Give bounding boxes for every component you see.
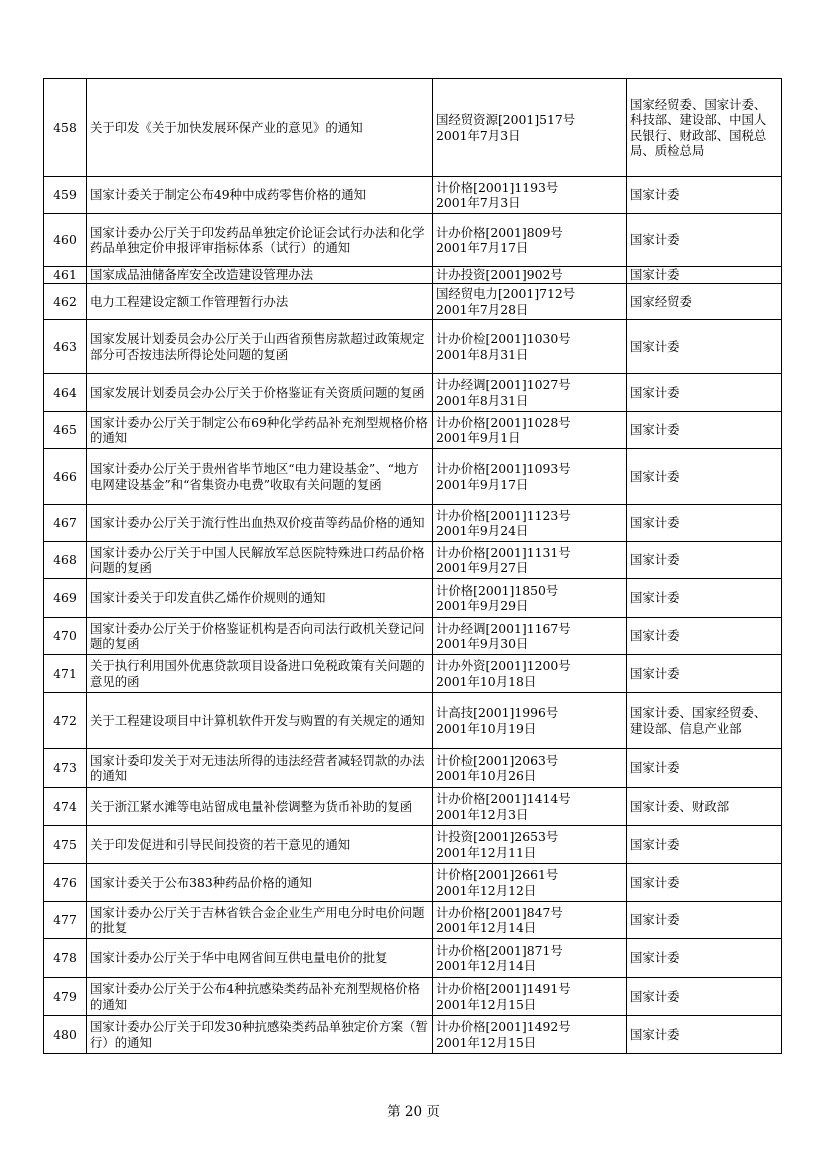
- issuing-authority: 国家计委: [627, 1016, 782, 1054]
- document-title: 国家发展计划委员会办公厅关于价格鉴证有关资质问题的复函: [87, 374, 433, 412]
- issuing-authority: 国家计委: [627, 902, 782, 939]
- row-number: 458: [44, 79, 87, 177]
- row-number: 480: [44, 1016, 87, 1054]
- document-number-cell: [433, 579, 627, 618]
- document-title: 电力工程建设定额工作管理暂行办法: [87, 284, 433, 320]
- document-number: 计办外资[2001]1200号: [436, 658, 571, 673]
- document-number: 计办价格[2001]1123号: [436, 507, 571, 523]
- document-number: 计价格[2001]2661号: [436, 867, 559, 882]
- document-number-cell: [433, 284, 627, 320]
- table-row: [44, 788, 782, 826]
- issue-date: 2001年9月24日: [436, 523, 529, 538]
- document-number-cell: [433, 978, 627, 1016]
- issuing-authority: 国家计委: [627, 618, 782, 655]
- document-title: 关于印发促进和引导民间投资的若干意见的通知: [87, 826, 433, 864]
- document-number-cell: [433, 505, 627, 542]
- issuing-authority: 国家计委: [627, 749, 782, 788]
- document-number: 计办经调[2001]1027号: [436, 377, 571, 392]
- document-number: 计办投资[2001]902号: [436, 267, 563, 283]
- document-number: 计办价格[2001]1414号: [436, 791, 571, 806]
- table-row: [44, 214, 782, 267]
- document-title: 国家成品油储备库安全改造建设管理办法: [87, 267, 433, 284]
- document-title: 关于印发《关于加快发展环保产业的意见》的通知: [87, 79, 433, 177]
- row-number: 470: [44, 618, 87, 655]
- row-number: 472: [44, 693, 87, 749]
- document-title: 国家计委关于制定公布49种中成药零售价格的通知: [87, 177, 433, 214]
- row-number: 473: [44, 749, 87, 788]
- document-number-cell: [433, 693, 627, 749]
- document-number: 计办价格[2001]871号: [436, 942, 563, 958]
- document-number: 计办经调[2001]1167号: [436, 620, 571, 636]
- document-number-cell: [433, 749, 627, 788]
- row-number: 461: [44, 267, 87, 284]
- issue-date: 2001年12月15日: [436, 1034, 537, 1050]
- table-row: [44, 693, 782, 749]
- issuing-authority: 国家计委: [627, 978, 782, 1016]
- document-number: 计办价检[2001]1030号: [436, 331, 571, 346]
- document-number-cell: [433, 177, 627, 214]
- document-title: 国家计委办公厅关于印发30种抗感染类药品单独定价方案（暂行）的通知: [87, 1016, 433, 1054]
- issuing-authority: 国家经贸委、国家计委、科技部、建设部、中国人民银行、财政部、国税总局、质检总局: [627, 79, 782, 177]
- row-number: 462: [44, 284, 87, 320]
- document-title: 国家计委办公厅关于中国人民解放军总医院特殊进口药品价格问题的复函: [87, 542, 433, 579]
- table-row: [44, 374, 782, 412]
- issue-date: 2001年12月14日: [436, 920, 537, 935]
- issue-date: 2001年9月27日: [436, 560, 529, 575]
- table-row: [44, 826, 782, 864]
- document-number: 计价格[2001]1193号: [436, 179, 559, 195]
- table-row: [44, 618, 782, 655]
- issuing-authority: 国家计委: [627, 412, 782, 449]
- issuing-authority: 国家计委: [627, 177, 782, 214]
- issuing-authority: 国家计委: [627, 655, 782, 693]
- issuing-authority: 国家计委: [627, 267, 782, 284]
- document-number-cell: [433, 864, 627, 902]
- document-number-cell: [433, 214, 627, 267]
- table-row: [44, 864, 782, 902]
- document-number: 计高技[2001]1996号: [436, 705, 559, 720]
- table-row: [44, 505, 782, 542]
- document-title: 国家计委办公厅关于贵州省毕节地区“电力建设基金”、“地方电网建设基金”和“省集资办电费”收取有关问题的复函: [87, 449, 433, 505]
- row-number: 465: [44, 412, 87, 449]
- issuing-authority: 国家计委: [627, 214, 782, 267]
- row-number: 469: [44, 579, 87, 618]
- issue-date: 2001年12月11日: [436, 844, 537, 860]
- document-title: 国家计委办公厅关于印发药品单独定价论证会试行办法和化学药品单独定价申报评审指标体系（试行）的通知: [87, 214, 433, 267]
- row-number: 475: [44, 826, 87, 864]
- document-title: 国家计委关于印发直供乙烯作价规则的通知: [87, 579, 433, 618]
- document-title: 国家计委印发关于对无违法所得的违法经营者减轻罚款的办法的通知: [87, 749, 433, 788]
- row-number: 463: [44, 320, 87, 374]
- issuing-authority: 国家计委: [627, 505, 782, 542]
- document-number-cell: [433, 902, 627, 939]
- document-number: 计办价格[2001]1491号: [436, 981, 571, 996]
- document-title: 关于浙江紧水滩等电站留成电量补偿调整为货币补助的复函: [87, 788, 433, 826]
- document-title: 国家计委办公厅关于公布4种抗感染类药品补充剂型规格价格的通知: [87, 978, 433, 1016]
- document-number: 国经贸电力[2001]712号: [436, 286, 576, 301]
- row-number: 466: [44, 449, 87, 505]
- document-number-cell: [433, 618, 627, 655]
- row-number: 476: [44, 864, 87, 902]
- table-row: [44, 902, 782, 939]
- document-number-cell: [433, 788, 627, 826]
- issuing-authority: 国家计委: [627, 449, 782, 505]
- document-number: 计办价格[2001]1093号: [436, 461, 571, 476]
- document-number: 计办价格[2001]809号: [436, 224, 563, 240]
- table-row: [44, 412, 782, 449]
- row-number: 468: [44, 542, 87, 579]
- document-title: 国家计委办公厅关于价格鉴证机构是否向司法行政机关登记问题的复函: [87, 618, 433, 655]
- table-row: [44, 267, 782, 284]
- issue-date: 2001年8月31日: [436, 346, 529, 362]
- page-footer: 第 20 页: [387, 1104, 440, 1120]
- document-number: 计办价格[2001]1131号: [436, 544, 571, 560]
- issue-date: 2001年9月1日: [436, 430, 521, 445]
- table-row: [44, 939, 782, 978]
- document-number-cell: [433, 939, 627, 978]
- issuing-authority: 国家计委、财政部: [627, 788, 782, 826]
- issuing-authority: 国家计委: [627, 542, 782, 579]
- row-number: 460: [44, 214, 87, 267]
- table-row: [44, 284, 782, 320]
- table-row: [44, 320, 782, 374]
- document-title: 国家计委办公厅关于华中电网省间互供电量电价的批复: [87, 939, 433, 978]
- regulations-table: [43, 78, 782, 1054]
- issue-date: 2001年10月26日: [436, 768, 537, 783]
- issuing-authority: 国家经贸委: [627, 284, 782, 320]
- row-number: 467: [44, 505, 87, 542]
- document-number-cell: [433, 826, 627, 864]
- document-number-cell: [433, 655, 627, 693]
- document-number: 计价格[2001]1850号: [436, 582, 559, 598]
- issue-date: 2001年12月14日: [436, 958, 537, 973]
- document-number-cell: [433, 374, 627, 412]
- issue-date: 2001年9月30日: [436, 636, 529, 651]
- document-number: 国经贸资源[2001]517号: [436, 112, 576, 127]
- document-number: 计办价格[2001]1028号: [436, 414, 571, 430]
- table-row: [44, 449, 782, 505]
- document-number-cell: [433, 1016, 627, 1054]
- table-row: [44, 542, 782, 579]
- issuing-authority: 国家计委、国家经贸委、建设部、信息产业部: [627, 693, 782, 749]
- table-body: [44, 79, 782, 1054]
- row-number: 478: [44, 939, 87, 978]
- issue-date: 2001年7月3日: [436, 127, 521, 143]
- document-title: 关于执行利用国外优惠贷款项目设备进口免税政策有关问题的意见的函: [87, 655, 433, 693]
- issue-date: 2001年10月19日: [436, 720, 537, 736]
- document-title: 国家计委办公厅关于制定公布69种化学药品补充剂型规格价格的通知: [87, 412, 433, 449]
- issuing-authority: 国家计委: [627, 579, 782, 618]
- document-number-cell: [433, 449, 627, 505]
- issuing-authority: 国家计委: [627, 374, 782, 412]
- issuing-authority: 国家计委: [627, 864, 782, 902]
- issue-date: 2001年10月18日: [436, 673, 537, 689]
- row-number: 459: [44, 177, 87, 214]
- table-row: [44, 978, 782, 1016]
- document-number: 计投资[2001]2653号: [436, 829, 559, 844]
- table-row: [44, 579, 782, 618]
- table-row: [44, 1016, 782, 1054]
- issue-date: 2001年7月17日: [436, 240, 529, 255]
- document-title: 关于工程建设项目中计算机软件开发与购置的有关规定的通知: [87, 693, 433, 749]
- document-number-cell: [433, 412, 627, 449]
- issue-date: 2001年9月17日: [436, 476, 529, 492]
- document-number-cell: [433, 267, 627, 284]
- document-number: 计办价格[2001]1492号: [436, 1019, 571, 1034]
- issuing-authority: 国家计委: [627, 939, 782, 978]
- document-title: 国家计委办公厅关于流行性出血热双价疫苗等药品价格的通知: [87, 505, 433, 542]
- row-number: 477: [44, 902, 87, 939]
- table-row: [44, 177, 782, 214]
- row-number: 464: [44, 374, 87, 412]
- document-title: 国家计委办公厅关于吉林省铁合金企业生产用电分时电价问题的批复: [87, 902, 433, 939]
- row-number: 471: [44, 655, 87, 693]
- issue-date: 2001年12月15日: [436, 996, 537, 1012]
- issue-date: 2001年9月29日: [436, 598, 529, 613]
- issue-date: 2001年7月28日: [436, 301, 529, 317]
- row-number: 479: [44, 978, 87, 1016]
- document-number: 计价检[2001]2063号: [436, 752, 559, 768]
- issue-date: 2001年8月31日: [436, 392, 529, 408]
- issue-date: 2001年12月3日: [436, 806, 529, 822]
- row-number: 474: [44, 788, 87, 826]
- document-number-cell: [433, 542, 627, 579]
- document-title: 国家发展计划委员会办公厅关于山西省预售房款超过政策规定部分可否按违法所得论处问题的复函: [87, 320, 433, 374]
- document-number: 计办价格[2001]847号: [436, 904, 563, 920]
- table-row: [44, 749, 782, 788]
- issue-date: 2001年7月3日: [436, 195, 521, 210]
- document-number-cell: [433, 320, 627, 374]
- table-row: [44, 655, 782, 693]
- issuing-authority: 国家计委: [627, 826, 782, 864]
- document-number-cell: [433, 79, 627, 177]
- issuing-authority: 国家计委: [627, 320, 782, 374]
- document-title: 国家计委关于公布383种药品价格的通知: [87, 864, 433, 902]
- issue-date: 2001年12月12日: [436, 882, 537, 898]
- table-row: [44, 79, 782, 177]
